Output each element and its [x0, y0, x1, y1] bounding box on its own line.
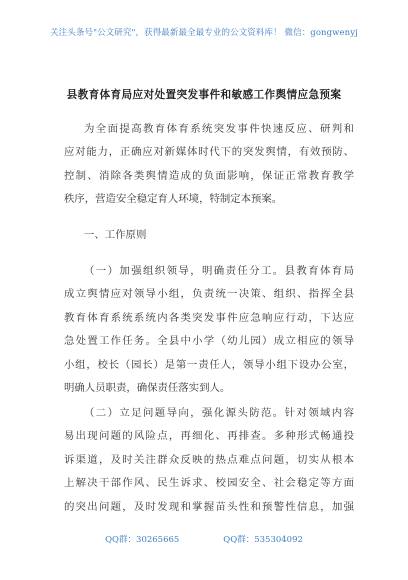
paragraph-line: 易出现问题的风险点，再细化、再排查。多种形式畅通投: [64, 430, 354, 443]
footer-qq-group-1: QQ群：30265665: [105, 535, 180, 545]
paragraph-line: （二）立足问题导向，强化源头防范。针对领域内容: [84, 407, 354, 419]
footer-qq-group-2: QQ群：535304092: [223, 535, 303, 545]
paragraph-prevention: [64, 402, 354, 519]
footer: [0, 533, 408, 545]
paragraph-line: 控制、消除各类舆情造成的负面影响，保证正常教育教学: [64, 169, 354, 182]
paragraph-line: 成立舆情应对领导小组，负责统一决策、组织、指挥全县: [64, 288, 354, 301]
paragraph-line: 教育体育系统系统内各类突发事件应急响应行动，下达应: [64, 311, 354, 324]
paragraph-line: 秩序，营造安全稳定育人环境，特制定本预案。: [64, 193, 283, 206]
paragraph-line: 急处置工作任务。全县中小学（幼儿园）成立相应的领导: [64, 335, 354, 348]
intro-paragraph: [64, 118, 354, 212]
section-heading: 一、工作原则: [84, 229, 147, 241]
paragraph-line: 应对能力，正确应对新媒体时代下的突发舆情，有效预防、: [64, 146, 354, 159]
paragraph-organization: [64, 260, 354, 400]
document-title: 县教育体育局应对处置突发事件和敏感工作舆情应急预案: [66, 89, 342, 101]
paragraph-line: （一）加强组织领导，明确责任分工。县教育体育局: [84, 265, 354, 277]
header-banner: 关注头条号"公文研究"，获得最新最全最专业的公文资料库！ 微信：gongwenyj: [50, 28, 358, 38]
paragraph-line: 小组，校长（园长）是第一责任人，领导小组下设办公室，: [64, 358, 354, 371]
paragraph-line: 明确人员职责，确保责任落实到人。: [64, 381, 231, 394]
paragraph-line: 诉渠道，及时关注群众反映的热点难点问题，切实从根本: [64, 453, 354, 466]
paragraph-line: 上解决干部作风、民生诉求、校园安全、社会稳定等方面: [64, 477, 354, 490]
paragraph-line: 的突出问题，及时发现和掌握苗头性和预警性信息，加强: [64, 500, 354, 513]
paragraph-line: 为全面提高教育体育系统突发事件快速反应、研判和: [84, 123, 354, 135]
